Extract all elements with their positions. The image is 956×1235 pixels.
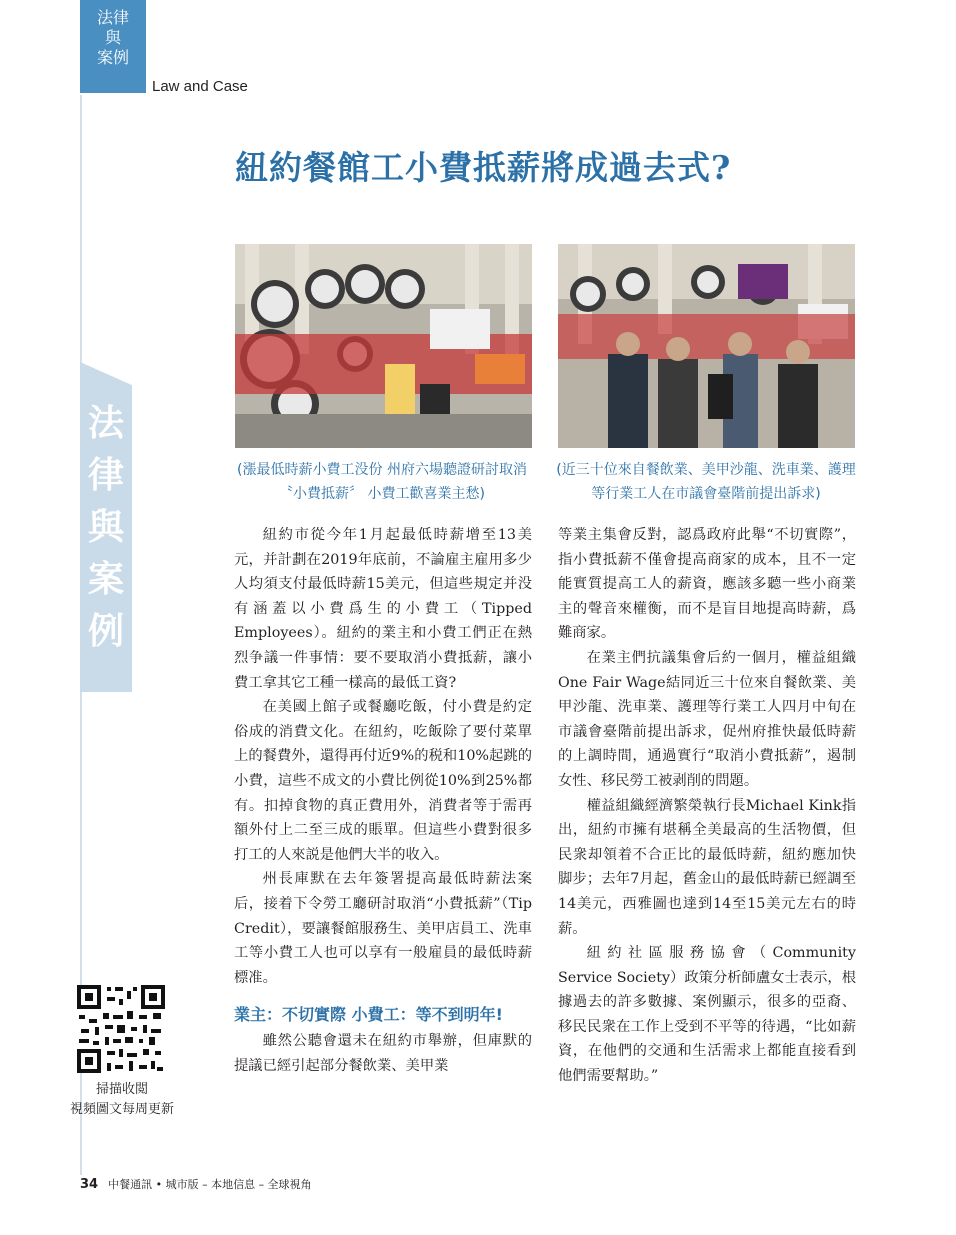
article-paragraph-continued: 等業主集會反對，認爲政府此舉“不切實際”，指小費抵薪不僅會提高商家的成本，且不一定能實質提高工人的薪資，應該多聽一些小商業主的聲音來權衡，而不是盲目地提高時薪，爲難商家。 <box>558 527 856 642</box>
photo-caption-right: (近三十位來自餐飲業、美甲沙龍、洗車業、護理等行業工人在市議會臺階前提出訴求) <box>556 462 856 502</box>
page-number: 34 <box>80 1177 99 1192</box>
photo-caption-left: (漲最低時薪小費工没份 州府六場聽證研討取消〝小費抵薪〞 小費工歡喜業主愁) <box>237 462 527 502</box>
section-english-label: Law and Case <box>152 78 248 95</box>
qr-caption <box>54 1080 190 1120</box>
article-paragraph: 在業主們抗議集會后約一個月，權益組織One Fair Wage結同近三十位來自餐飲業、美甲沙龍、洗車業、護理等行業工人四月中旬在市議會臺階前提出訴求，促州府推快最低時薪的上調時間，通過實行“取消小費抵薪”，遏制女性、移民勞工被剥削的問題。 <box>558 649 856 789</box>
article-paragraph: 州長庫默在去年簽署提高最低時薪法案后，接着下令勞工廳研討取消“小費抵薪”（Tip Credit），要讓餐館服務生、美甲店員工、洗車工等小費工人也可以享有一般雇員的最低時薪標准。 <box>234 871 532 986</box>
article-column-left <box>234 523 532 1078</box>
side-banner-char: 例 <box>87 611 124 652</box>
page-footer <box>80 1176 312 1192</box>
article-paragraph: 權益組織經濟繁榮執行長Michael Kink指出，紐約市擁有堪稱全美最高的生活物價，但民衆却領着不合正比的最低時薪，紐約應加快脚步；去年7月起，舊金山的最低時薪已經調至14美元，西雅圖也達到14至15美元左右的時薪。 <box>558 797 856 937</box>
article-headline: 紐約餐館工小費抵薪將成過去式? <box>235 148 732 187</box>
article-paragraph: 紐約市從今年1月起最低時薪增至13美元，并計劃在2019年底前，不論雇主雇用多少人均須支付最低時薪15美元，但這些規定并没有涵蓋以小費爲生的小費工（Tipped Employees）。紐約的業主和小費工們正在熱烈争議一件事情：要不要取消小費抵薪，讓小費工拿其它工種一樣高的最低工資? <box>234 527 532 691</box>
side-banner-text <box>80 398 132 658</box>
side-banner-char: 律 <box>87 455 124 496</box>
rally-photo-left <box>235 244 532 448</box>
section-tab-line: 法律 <box>96 8 129 27</box>
qr-caption-line: 掃描收閲 <box>95 1082 148 1097</box>
article-paragraph: 紐約社區服務協會（Community Service Society）政策分析師盧女士表示，根據過去的許多數據、案例顯示，很多的亞裔、移民民衆在工作上受到不平等的待遇，“比如薪資，在他們的交通和生活需求上都能直接看到他們需要幫助。” <box>558 945 856 1085</box>
side-banner-char: 法 <box>87 403 124 444</box>
article-paragraph: 雖然公聽會還未在紐約市舉辦，但庫默的提議已經引起部分餐飲業、美甲業 <box>234 1033 532 1074</box>
qr-caption-line: 視頻圖文每周更新 <box>69 1102 174 1117</box>
section-tab <box>80 0 146 93</box>
side-banner-char: 與 <box>87 507 124 548</box>
side-banner-char: 案 <box>87 559 124 600</box>
qr-code[interactable] <box>77 985 165 1073</box>
article-column-right <box>558 523 856 1089</box>
section-tab-line: 案例 <box>96 48 129 67</box>
section-tab-line: 與 <box>104 28 121 47</box>
footer-publication: 中餐通訊 • 城市版 – 本地信息 – 全球視角 <box>108 1178 312 1191</box>
article-subheading: 業主：不切實際 小費工：等不到明年! <box>234 1005 503 1025</box>
rally-photo-right <box>558 244 855 448</box>
article-paragraph: 在美國上館子或餐廳吃飯，付小費是約定俗成的消費文化。在紐約，吃飯除了要付菜單上的餐費外，還得再付近9%的税和10%起跳的小費，這些不成文的小費比例從10%到25%都有。扣掉食物的真正費用外，消費者等于需再額外付上二至三成的賬單。但這些小費對很多打工的人來説是他們大半的收入。 <box>234 699 532 863</box>
